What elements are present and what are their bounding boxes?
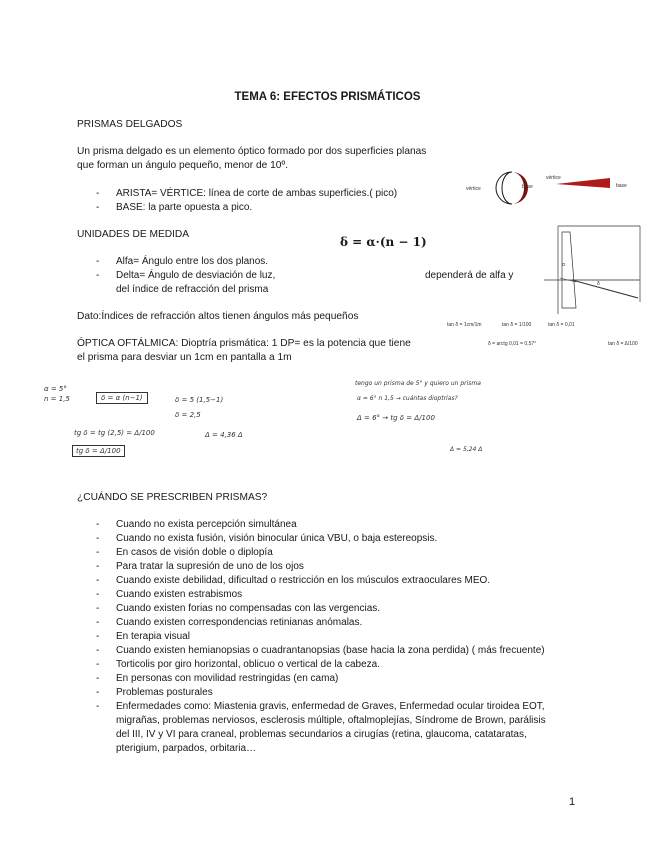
handwritten-note: Δ = 5,24 Δ [450, 446, 483, 453]
indication-item: - Cuando no exista fusión, visión binocular única VBU, o baja estereopsis. [96, 533, 438, 544]
handwritten-note: Δ = 4,36 Δ [205, 431, 243, 439]
definition-item: - BASE: la parte opuesta a pico. [96, 202, 253, 213]
indication-item-enfermedades: - Enfermedades como: Miastenia gravis, enfermedad de Graves, Enfermedad ocular tiroidea EOT, [96, 701, 545, 712]
unit-item: - Delta= Ángulo de desviación de luz, [96, 270, 276, 281]
tan-label: tan δ = 0,01 [548, 322, 575, 328]
section-heading-prismas: PRISMAS DELGADOS [77, 119, 183, 130]
section-heading-cuando: ¿CUÁNDO SE PRESCRIBEN PRISMAS? [77, 492, 268, 503]
deviation-formula: δ = α·(n − 1) [340, 235, 427, 249]
indication-item: - Cuando existen correspondencias retinianas anómalas. [96, 617, 363, 628]
vertex-label-2: vértice [546, 175, 561, 181]
handwritten-note: δ = 5 (1,5−1) [175, 396, 224, 404]
ophthalmic-optics-line-1: ÓPTICA OFTÁLMICA: Dioptría prismática: 1 DP= es la potencia que tiene [77, 338, 411, 349]
handwritten-note: α = 6° n 1,5 → cuántas dioptrías? [357, 395, 458, 402]
ophthalmic-optics-line-2: el prisma para desviar un 1cm en pantalla a 1m [77, 352, 292, 363]
tan-label: tan δ = Δ/100 [608, 341, 638, 347]
indication-item: - Cuando existen forias no compensadas con las vergencias. [96, 603, 381, 614]
prism-side-view [496, 172, 512, 204]
tan-label: tan δ = 1/100 [502, 322, 532, 328]
indication-item: - Cuando existe debilidad, dificultad o restricción en los músculos extraoculares MEO. [96, 575, 491, 586]
page-number: 1 [569, 796, 576, 808]
delta-symbol: δ [597, 281, 600, 287]
unit-item-continuation: dependerá de alfa y [425, 270, 514, 281]
indication-item: - Cuando no exista percepción simultánea [96, 519, 297, 530]
tan-label: δ = arctg 0,01 = 0,57° [488, 341, 537, 347]
handwritten-note: δ = 2,5 [175, 411, 201, 419]
page-title: TEMA 6: EFECTOS PRISMÁTICOS [234, 91, 421, 103]
base-label: base [522, 184, 533, 190]
handwritten-note-boxed: tg δ = Δ/100 [72, 445, 125, 457]
intro-line-2: que forman un ángulo pequeño, menor de 10º. [77, 160, 289, 171]
indication-item: - Cuando existen estrabismos [96, 589, 243, 600]
indication-item: - Torticolis por giro horizontal, oblicuo o vertical de la cabeza. [96, 659, 381, 670]
indication-item: - En terapia visual [96, 631, 190, 642]
base-label-2: base [616, 183, 627, 189]
indication-item: - En personas con movilidad restringidas (en cama) [96, 673, 339, 684]
intro-line-1: Un prisma delgado es un elemento óptico formado por dos superficies planas [77, 146, 427, 157]
indication-continuation: del III, IV y VI para craneal, problemas secundarios a cirugías (retina, glaucoma, catataratas, [116, 729, 527, 740]
indication-item: - Para tratar la supresión de uno de los ojos [96, 561, 304, 572]
section-heading-unidades: UNIDADES DE MEDIDA [77, 229, 190, 240]
handwritten-note: tengo un prisma de 5° y quiero un prisma [355, 380, 481, 387]
tan-label: tan δ = 1cm/1m [447, 322, 482, 328]
prism-figure [460, 168, 640, 208]
indication-item: - Problemas posturales [96, 687, 213, 698]
alpha-symbol: α [562, 262, 565, 268]
indication-item: - En casos de visión doble o diplopía [96, 547, 273, 558]
handwritten-note: n = 1,5 [44, 395, 70, 403]
prism-wedge [556, 178, 610, 188]
data-note: Dato:Índices de refracción altos tienen ángulos más pequeños [77, 311, 359, 322]
handwritten-note: Δ = 6° → tg δ = Δ/100 [357, 414, 435, 422]
definition-item: - ARISTA= VÉRTICE: línea de corte de ambas superficies.( pico) [96, 188, 398, 199]
handwritten-note-boxed: δ = α (n−1) [96, 392, 148, 404]
unit-item: - Alfa= Ángulo entre los dos planos. [96, 256, 269, 267]
handwritten-note: α = 5° [44, 385, 67, 393]
indication-item: - Cuando existen hemianopsias o cuadrantanopsias (base hacia la zona perdida) ( más frecuente) [96, 645, 545, 656]
deviation-diagram [540, 222, 650, 322]
indication-continuation: pterigium, parpados, orbitaria… [116, 743, 257, 754]
vertex-label: vértice [466, 186, 481, 192]
indication-continuation: migrañas, problemas nerviosos, esclerosis múltiple, oftalmoplejías, Síndrome de Brown, parálisis [116, 715, 546, 726]
handwritten-note: tg δ = tg (2,5) = Δ/100 [74, 429, 155, 437]
unit-item-continuation-2: del índice de refracción del prisma [116, 284, 269, 295]
indications-list [96, 518, 546, 756]
